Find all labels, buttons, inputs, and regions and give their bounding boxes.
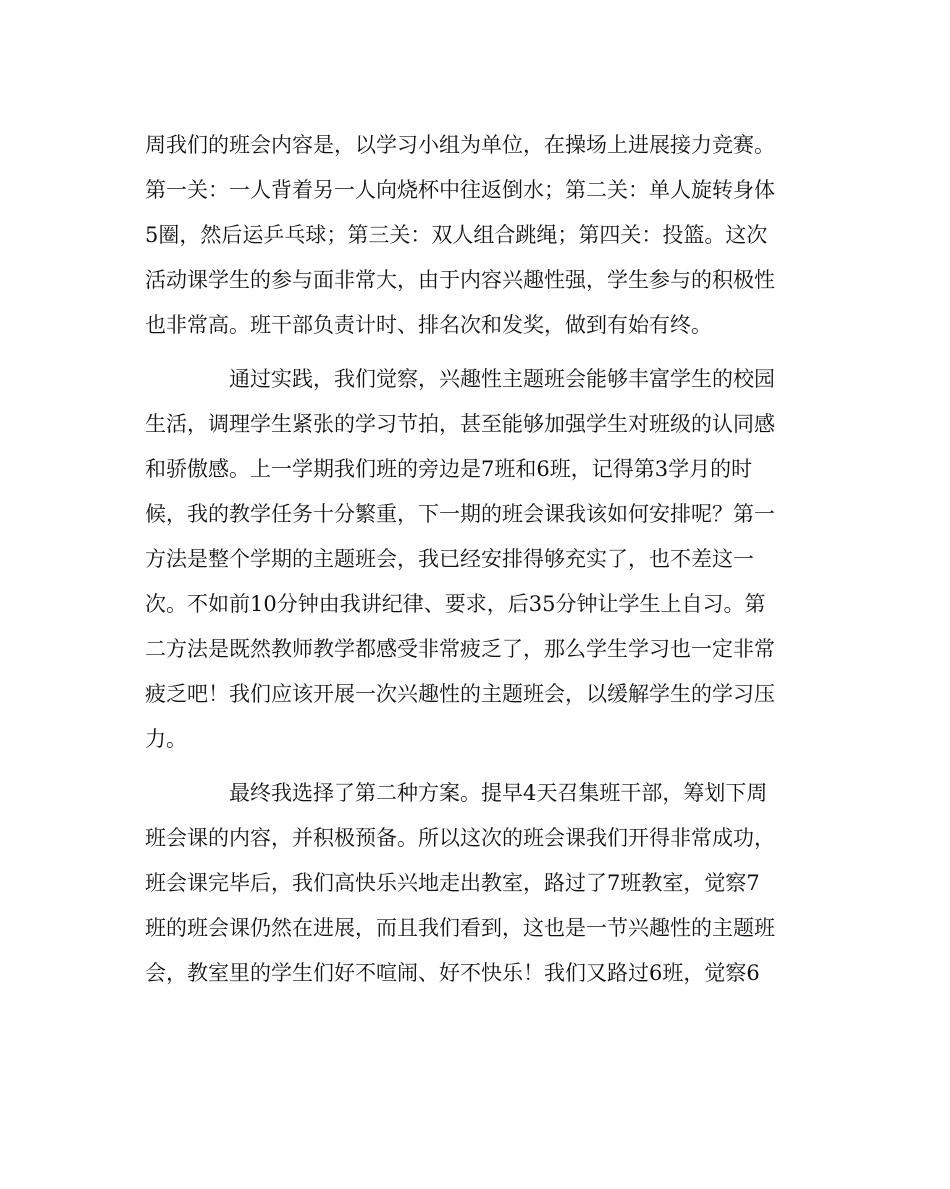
paragraph-3 [145, 776, 805, 1001]
text-line: 次。不如前10分钟由我讲纪律、要求，后35分钟让学生上自习。第 [145, 592, 766, 616]
text-line: 生活，调理学生紧张的学习节拍，甚至能够加强学生对班级的认同感 [145, 412, 775, 436]
paragraph-2 [145, 362, 805, 767]
text-line: 第一关：一人背着另一人向烧杯中往返倒水；第二关：单人旋转身体 [145, 178, 775, 202]
text-line: 班的班会课仍然在进展，而且我们看到，这也是一节兴趣性的主题班 [145, 916, 775, 940]
text-line: 也非常高。班干部负责计时、排名次和发奖，做到有始有终。 [145, 313, 712, 337]
text-line: 和骄傲感。上一学期我们班的旁边是7班和6班，记得第3学月的时 [145, 457, 753, 481]
text-line: 方法是整个学期的主题班会，我已经安排得够充实了，也不差这一 [145, 547, 754, 571]
text-line: 候，我的教学任务十分繁重，下一期的班会课我该如何安排呢？第一 [145, 502, 775, 526]
text-line: 会，教室里的学生们好不喧闹、好不快乐！我们又路过6班，觉察6 [145, 961, 760, 985]
paragraph-1 [145, 128, 805, 353]
text-line: 5圈，然后运乒乓球；第三关：双人组合跳绳；第四关：投篮。这次 [145, 223, 768, 247]
document-body [145, 128, 805, 1001]
text-line: 班会课完毕后，我们高快乐兴地走出教室，路过了7班教室，觉察7 [145, 871, 760, 895]
text-line: 疲乏吧！我们应该开展一次兴趣性的主题班会，以缓解学生的学习压 [145, 682, 775, 706]
text-line: 二方法是既然教师教学都感受非常疲乏了，那么学生学习也一定非常 [145, 637, 775, 661]
text-line: 通过实践，我们觉察，兴趣性主题班会能够丰富学生的校园 [229, 367, 775, 391]
text-line: 周我们的班会内容是，以学习小组为单位，在操场上进展接力竞赛。 [145, 133, 775, 157]
text-line: 活动课学生的参与面非常大，由于内容兴趣性强，学生参与的积极性 [145, 268, 775, 292]
text-line: 班会课的内容，并积极预备。所以这次的班会课我们开得非常成功， [145, 826, 775, 850]
text-line: 力。 [145, 727, 187, 751]
text-line: 最终我选择了第二种方案。提早4天召集班干部，筹划下周 [229, 781, 768, 805]
